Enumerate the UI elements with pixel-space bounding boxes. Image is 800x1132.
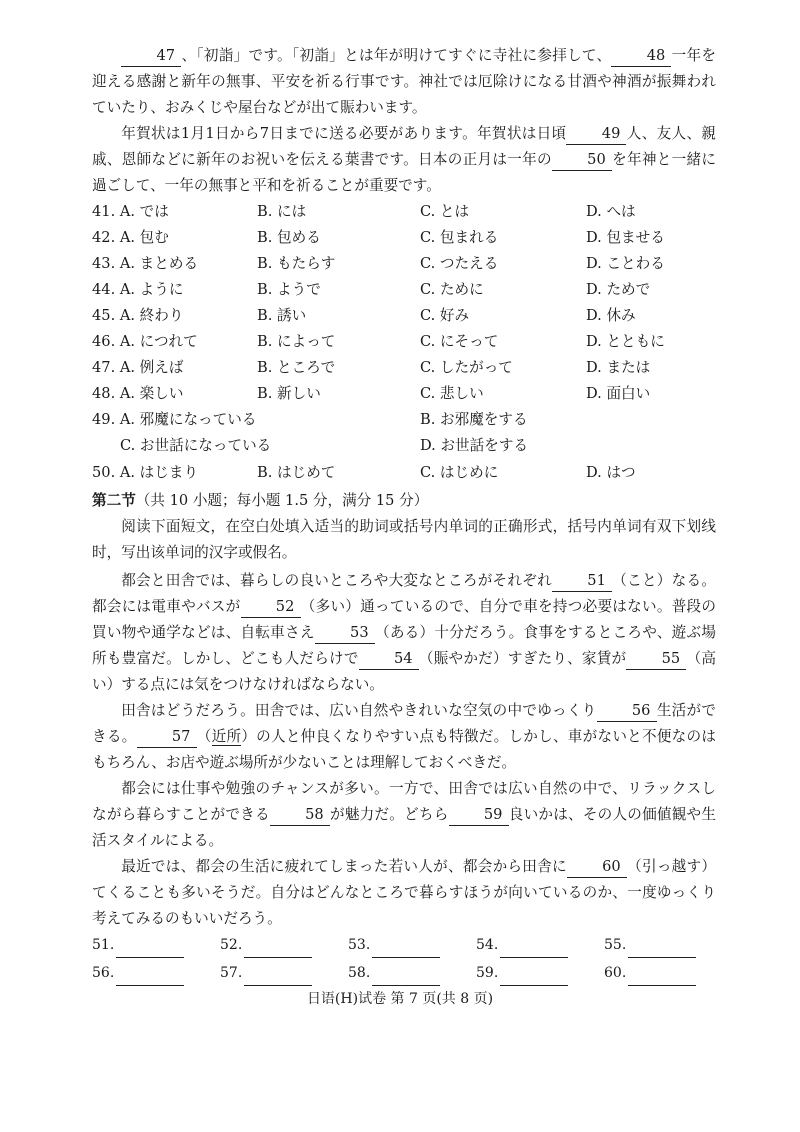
option-c[interactable]: C. はじめに xyxy=(420,464,499,481)
option-c[interactable]: C. つたえる xyxy=(420,255,499,272)
option-a[interactable]: 41. A. では xyxy=(92,203,169,220)
answer-label: 51. xyxy=(92,937,115,953)
option-a[interactable]: 43. A. まとめる xyxy=(92,255,199,272)
text: 生活ができる。 xyxy=(92,702,716,745)
word-hint: （ある） xyxy=(374,624,435,641)
option-c[interactable]: C. したがって xyxy=(420,359,513,376)
answer-line[interactable] xyxy=(372,939,440,958)
question-48-options xyxy=(92,381,732,407)
word-hint-close: ） xyxy=(241,728,257,745)
question-45-options xyxy=(92,303,732,329)
option-a[interactable]: 50. A. はじまり xyxy=(92,464,199,481)
text: 最近では、都会の生活に疲れてしまった若い人が、都会から田舎に xyxy=(121,858,567,875)
blank-56[interactable]: 56 xyxy=(597,701,657,722)
section-info: （共 10 小题；每小题 1.5 分，满分 15 分） xyxy=(135,492,429,509)
passage1-para1 xyxy=(92,43,716,121)
answer-line[interactable] xyxy=(628,967,696,986)
answer-53 xyxy=(348,932,440,958)
option-b[interactable]: B. お邪魔をする xyxy=(420,411,528,428)
text: が魅力だ。どちら xyxy=(329,806,449,823)
text: 、「初詣」です。「初詣」とは年が明けてすぐに寺社に参拝して、 xyxy=(181,47,612,64)
blank-47[interactable]: 47 xyxy=(121,46,181,67)
word-hint: （賑やかだ） xyxy=(418,650,508,667)
option-a[interactable]: 49. A. 邪魔になっている xyxy=(92,411,257,428)
answer-line[interactable] xyxy=(372,967,440,986)
section-heading xyxy=(92,488,428,514)
question-44-options xyxy=(92,277,732,303)
word-hint-open: （ xyxy=(196,728,212,745)
blank-49[interactable]: 49 xyxy=(566,124,626,145)
answer-58 xyxy=(348,960,440,986)
question-42-options xyxy=(92,225,732,251)
answer-59 xyxy=(476,960,568,986)
blank-51[interactable]: 51 xyxy=(552,571,612,592)
answer-57 xyxy=(220,960,312,986)
passage2-para1 xyxy=(92,568,716,698)
answer-row-1 xyxy=(92,932,732,958)
text: 通っているので、自分で車を持つ必要はない。普段の買い物や通学などは、自転車さえ xyxy=(92,598,716,641)
option-b[interactable]: B. には xyxy=(257,203,307,220)
option-c[interactable]: C. お世話になっている xyxy=(120,437,272,454)
answer-label: 58. xyxy=(348,965,371,981)
blank-52[interactable]: 52 xyxy=(241,597,301,618)
answer-54 xyxy=(476,932,568,958)
answer-52 xyxy=(220,932,312,958)
word-hint: （高い） xyxy=(92,650,716,693)
page-footer: 日语(H)试卷 第 7 页(共 8 页) xyxy=(306,991,494,1007)
text: する点には気をつけなければならない。 xyxy=(121,676,384,693)
option-d[interactable]: D. ためで xyxy=(586,281,651,298)
word-hint-underlined: 近所 xyxy=(211,728,242,745)
blank-58[interactable]: 58 xyxy=(270,805,330,826)
option-c[interactable]: C. 好み xyxy=(420,307,470,324)
option-c[interactable]: C. にそって xyxy=(420,333,499,350)
option-b[interactable]: B. によって xyxy=(257,333,336,350)
option-c[interactable]: C. ために xyxy=(420,281,484,298)
passage2-para2 xyxy=(92,698,716,776)
answer-line[interactable] xyxy=(500,939,568,958)
question-43-options xyxy=(92,251,732,277)
answer-label: 54. xyxy=(476,937,499,953)
question-49-options-row2 xyxy=(92,433,732,459)
blank-55[interactable]: 55 xyxy=(626,649,686,670)
blank-48[interactable]: 48 xyxy=(611,46,671,67)
word-hint: （引っ越す） xyxy=(626,858,716,875)
answer-51 xyxy=(92,932,184,958)
option-c[interactable]: C. 包まれる xyxy=(420,229,499,246)
option-d[interactable]: D. 面白い xyxy=(586,385,651,402)
text: の人と仲良くなりやすい点も特徴だ。しかし、車がないと不便なのはもちろん、お店や遊ぶ場所が少ないことは理解しておくべきだ。 xyxy=(92,728,716,771)
option-d[interactable]: D. ことわる xyxy=(586,255,665,272)
answer-60 xyxy=(604,960,696,986)
option-c[interactable]: C. とは xyxy=(420,203,470,220)
question-41-options xyxy=(92,199,732,225)
text: を年神と一緒に過ごして、一年の無事と平和を祈ることが重要です。 xyxy=(92,151,716,194)
blank-60[interactable]: 60 xyxy=(567,857,627,878)
answer-56 xyxy=(92,960,184,986)
answer-label: 53. xyxy=(348,937,371,953)
question-46-options xyxy=(92,329,732,355)
text: 十分だろう。食事をするところや、遊ぶ場所も豊富だ。しかし、どこも人だらけで xyxy=(92,624,716,667)
option-a[interactable]: 47. A. 例えば xyxy=(92,359,184,376)
answer-line[interactable] xyxy=(500,967,568,986)
passage2-para3 xyxy=(92,776,716,854)
question-49-options-row1 xyxy=(92,407,732,433)
blank-57[interactable]: 57 xyxy=(137,727,197,748)
text: すぎたり、家賃が xyxy=(507,650,627,667)
answer-line[interactable] xyxy=(244,939,312,958)
option-d[interactable]: D. とともに xyxy=(586,333,665,350)
blank-59[interactable]: 59 xyxy=(449,805,509,826)
blank-53[interactable]: 53 xyxy=(315,623,375,644)
answer-row-2 xyxy=(92,960,732,986)
question-50-options xyxy=(92,460,732,486)
option-d[interactable]: D. お世話をする xyxy=(420,437,529,454)
option-a[interactable]: 48. A. 楽しい xyxy=(92,385,184,402)
option-a[interactable]: 46. A. につれて xyxy=(92,333,198,350)
option-d[interactable]: D. 包ませる xyxy=(586,229,665,246)
answer-label: 55. xyxy=(604,937,627,953)
answer-label: 56. xyxy=(92,965,115,981)
answer-55 xyxy=(604,932,696,958)
text: 都会には仕事や勉強のチャンスが多い。一方で、田舎では広い自然の中で、リラックスしながら暮らすことができる xyxy=(92,780,716,823)
text: 一年を迎える感謝と新年の無事、平安を祈る行事です。神社では厄除けになる甘酒や神酒が振舞われていたり、おみくじや屋台などが出て賑わいます。 xyxy=(92,47,716,116)
instructions: 阅读下面短文，在空白处填入适当的助词或括号内单词的正确形式，括号内单词有双下划线时，写出该单词的汉字或假名。 xyxy=(92,518,716,561)
word-hint: （多い） xyxy=(300,598,361,615)
question-47-options xyxy=(92,355,732,381)
option-d[interactable]: D. はつ xyxy=(586,464,636,481)
blank-54[interactable]: 54 xyxy=(359,649,419,670)
option-b[interactable]: B. もたらす xyxy=(257,255,336,272)
option-c[interactable]: C. 悲しい xyxy=(420,385,484,402)
text: てくることも多いそうだ。自分はどんなところで暮らすほうが向いているのか、一度ゆっくり考えてみるのもいいだろう。 xyxy=(92,884,716,927)
text: 都会と田舎では、暮らしの良いところや大変なところがそれぞれ xyxy=(121,572,552,589)
option-b[interactable]: B. ところで xyxy=(257,359,336,376)
option-b[interactable]: B. 誘い xyxy=(257,307,307,324)
word-hint: （こと） xyxy=(611,572,672,589)
option-b[interactable]: B. 包める xyxy=(257,229,321,246)
answer-label: 59. xyxy=(476,965,499,981)
answer-line[interactable] xyxy=(628,939,696,958)
option-a[interactable]: 45. A. 終わり xyxy=(92,307,184,324)
answer-line[interactable] xyxy=(244,967,312,986)
text: 年賀状は1月1日から7日までに送る必要があります。年賀状は日頃 xyxy=(121,125,567,142)
option-d[interactable]: D. または xyxy=(586,359,651,376)
option-d[interactable]: D. へは xyxy=(586,203,636,220)
option-a[interactable]: 44. A. ように xyxy=(92,281,184,298)
option-a[interactable]: 42. A. 包む xyxy=(92,229,169,246)
option-b[interactable]: B. はじめて xyxy=(257,464,336,481)
option-b[interactable]: B. 新しい xyxy=(257,385,321,402)
text: 田舎はどうだろう。田舎では、広い自然やきれいな空気の中でゆっくり xyxy=(121,702,597,719)
text: 良いかは、その人の価値観や生活スタイルによる。 xyxy=(92,806,716,849)
answer-label: 52. xyxy=(220,937,243,953)
text: なる。都会には電車やバスが xyxy=(92,572,716,615)
option-d[interactable]: D. 休み xyxy=(586,307,636,324)
answer-line[interactable] xyxy=(116,939,184,958)
option-b[interactable]: B. ようで xyxy=(257,281,321,298)
passage1-para2 xyxy=(92,121,716,199)
text: 人、友人、親戚、恩師などに新年のお祝いを伝える葉書です。日本の正月は一年の xyxy=(92,125,716,168)
passage2-para4 xyxy=(92,854,716,932)
section-title: 第二节 xyxy=(92,492,136,509)
answer-line[interactable] xyxy=(116,967,184,986)
blank-50[interactable]: 50 xyxy=(552,150,612,171)
answer-label: 60. xyxy=(604,965,627,981)
answer-label: 57. xyxy=(220,965,243,981)
